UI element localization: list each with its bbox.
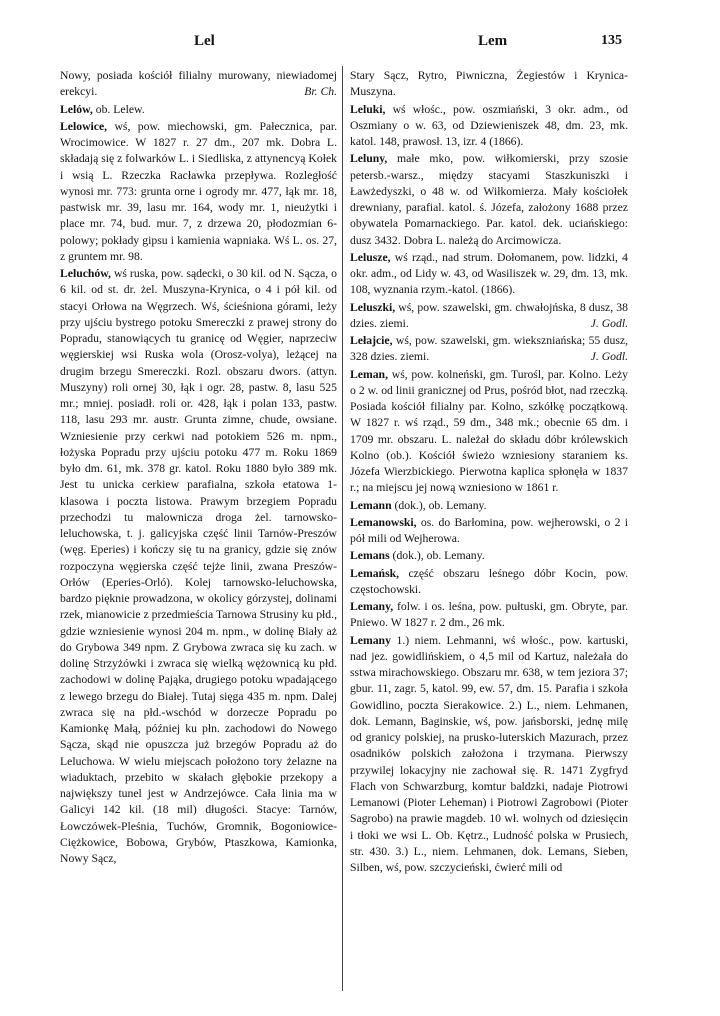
entry-text: wś, pow. kolneński, gm. Turośl, par. Kolno. Leży o 2 w. od linii granicznej od Prus, pośród błot, nad rzeczką. Posiada kościół filialny par. Kolno, szkółkę początkową. W 1827 r. wś rząd., 59 dm., 348 mk.; obecnie 65 dm. i 1709 mr. obszaru. L. należał do składu dóbr królewskich Kolno (ob.). Kościół świeżo wzniesiony staraniem ks. Józefa Wierzbickiego. Pierwotna kaplica spłonęła w 1837 r.; na miejscu jej nową wzniesiono w 1861 r. [350, 367, 628, 495]
entry-text: małe mko, pow. wiłkomierski, przy szosie petersb.-warsz., między stacyami Staszkuniszki i Ławżedyszki, o 48 w. od Wiłkomierza. Mały kościołek drewniany, parafial. katol. ś. Józefa, założony 1688 przez obywatela Pomarnackiego. Par. katol. dek. uciańskiego: dusz 3432. Dobra L. należą do Arcimowicza. [350, 152, 628, 247]
running-head-center: Lem [478, 33, 508, 49]
entry-headword: Lemans [350, 549, 390, 563]
entry-headword: Lemańsk, [350, 566, 400, 580]
entry-text: os. do Barłomina, pow. wejherowski, o 2 i pół mili od Wejherowa. [350, 515, 628, 545]
dictionary-entry [350, 333, 628, 366]
dictionary-entry [60, 119, 337, 265]
entry-text: ob. Lelew. [95, 102, 145, 116]
dictionary-entry [350, 250, 628, 299]
right-column [350, 68, 628, 876]
entry-text: wś włośc., pow. oszmiański, 3 okr. adm., od Oszmiany o w. 63, od Dziewieniszek 48, dm. 23, mk. katol. 148, prawosł. 13, izr. 4 (1866). [350, 102, 628, 148]
entry-headword: Leluki, [350, 102, 386, 116]
running-head-left: Lel [194, 33, 215, 49]
dictionary-entry [350, 498, 628, 514]
entry-headword: Lelusze, [350, 250, 391, 264]
entry-text: folw. i os. leśna, pow. pułtuski, gm. Obryte, par. Pniewo. W 1827 r. 2 dm., 26 mk. [350, 600, 628, 630]
page-number: 135 [601, 33, 622, 48]
entry-headword: Leluchów, [60, 267, 111, 280]
dictionary-entry [350, 102, 628, 151]
dictionary-entry [350, 300, 628, 333]
column-divider [342, 66, 343, 991]
entry-text: wś, pow. szawelski, gm. wiekszniańska; 55 dusz, 328 dzies. ziemi. [350, 334, 628, 364]
entry-signature: J. Godl. [590, 316, 628, 330]
entry-headword: Leman, [350, 367, 388, 381]
entry-text: (dok.), ob. Lemany. [394, 498, 487, 512]
dictionary-entry [350, 599, 628, 632]
dictionary-entry [60, 102, 337, 118]
entry-text: część obszaru leśnego dóbr Kocin, pow. częstochowski. [350, 566, 629, 596]
entry-headword: Leluny, [350, 152, 388, 166]
entry-headword: Lemany, [350, 600, 394, 613]
dictionary-entry [350, 515, 628, 548]
entry-headword: Lełajcie, [350, 334, 393, 347]
dictionary-entry [350, 633, 628, 877]
dictionary-entry [350, 566, 628, 599]
dictionary-entry [350, 151, 628, 249]
entry-signature: J. Godl. [590, 350, 628, 364]
entry-headword: Lemanowski, [350, 515, 417, 529]
entry-text: wś, pow. miechowski, gm. Pałecznica, par. Wrocimowice. W 1827 r. 27 dm., 207 mk. Dobra L. składają się z folwarków L. i Siedliska, z attynencyą Kołek i wsią L. Rzeczka Racławka przepływa. Rozległość wynosi mr. 773: grunta orne i ogrody mr. 477, łąk mr. 18, pastwisk mr. 39, lasu mr. 164, wody mr. 1, nieużytki i place mr. 74, bud. mur. 7, z drzewa 20, płodozmian 6-polowy; pokłady gipsu i kamienia wapniaka. Wś L. os. 27, z gruntem mr. 98. [60, 119, 338, 263]
entry-text: wś rząd., nad strum. Dołomanem, pow. lidzki, 4 okr. adm., od Lidy w. 43, od Wasiliszek w. 29, dm. 13, mk. 108, wyznania rzym.-katol. (1866). [350, 250, 629, 297]
entry-text: Stary Sącz, Rytro, Piwniczna, Żegiestów i Krynica-Muszyna. [350, 69, 628, 99]
entry-headword: Lelów, [60, 102, 93, 116]
dictionary-entry [350, 68, 628, 101]
dictionary-entry [350, 548, 628, 564]
entry-text: wś ruska, pow. sądecki, o 30 kil. od N. Sącza, o 6 kil. od st. dr. żel. Muszyna-Krynica, o 4 i pół kil. od stacyi Orłowa na Węgrzech. Wś, ścieśniona górami, leży przy ujściu bystrego potoku Smereczki z prawej strony do Popradu, stanowiących tu granicę od Węgier, naprzeciw węgierskiej wsi Ruska wola (Orosz-volya), leżącej na drugim brzegu Smereczki. Rozl. obszaru dwors. (attyn. Muszyny) roli ornej 30, łąk i ogr. 28, pastw. 8, lasu 525 mr.; mniej. posiadł. roli or. 428, łąk i polan 133, pastw. 118, lasu 293 mr. austr. Grunta zimne, chude, owsiane. Wzniesienie przy cerkwi nad potokiem 526 m. npm., łożyska Popradu przy ujściu potoku 477 m. Roku 1869 było dm. 61, mk. 378 gr. katol. Roku 1880 było 389 mk. Jest tu unicka cerkiew parafialna, szkoła etatowa 1-klasowa i poczta listowa. Prawym brzegiem Popradu przechodzi tu malownicza droga żel. tarnowsko-leluchowska, t. j. galicyjska część linii Tarnów-Preszów (węg. Eperies) i kończy się tu na granicy, gdzie się znów rozpoczyna węgierska część tejże linii, zwana Preszów-Orłów (Eperies-Orló). Kolej tarnowsko-leluchowska, bardzo pięknie prowadzona, w okolicy górzystej, dolinami rzek, mianowicie z przedmieścia Tarnowa Strusiny ku płd., gdzie wzniesienie wynosi 204 m. npm., w dolinę Biały aż do Grybowa 349 npm. Z Grybowa zwraca się ku zach. w dolinę Strzyżówki i zwraca się wielką wężownicą ku płd. zachodowi w dolinę Pająka, drugiego potoku wpadającego z lewego brzegu do Białej. Tutaj sięga 435 m. npm. Dalej zwraca się na płd.-wschód w dorzecze Popradu po Kamionkę Małą, później ku płn. zachodowi do Nowego Sącza, skąd nie opuszcza już brzegów Popradu aż do Leluchowa. W wielu miejscach położono tory żelazne na wiaduktach, przebito w skałach głębokie przekopy a największy tunel jest w Andrzejówce. Cała linia ma w Galicyi 142 kil. (18 mil) długości. Stacye: Tarnów, Łowczówek-Pleśnia, Tuchów, Gromnik, Bogoniowice-Ciężkowice, Bobowa, Grybów, Ptaszkowa, Kamionka, Nowy Sącz, [60, 267, 338, 865]
entry-text: wś, pow. szawelski, gm. chwałojńska, 8 dusz, 38 dzies. ziemi. [350, 300, 628, 330]
dictionary-entry [60, 68, 337, 101]
entry-headword: Leluszki, [350, 300, 396, 314]
entry-text: Nowy, posiada kościół filialny murowany, niewiadomej erekcyi. [60, 69, 337, 99]
entry-headword: Lemany [350, 633, 391, 647]
left-column [60, 68, 337, 867]
entry-text: (dok.), ob. Lemany. [392, 549, 485, 563]
entry-text: 1.) niem. Lehmanni, wś włośc., pow. kartuski, nad jez. gowidlińskiem, o 4,5 mil od Kartuz, należała do sstwa mirachowskiego. Obszaru mr. 638, w tem jeziora 37; gbur. 11, zagr. 5, katol. 99, ew. 57, dm. 15. Parafia i szkoła Gowidlino, poczta Sierakowice. 2.) L., niem. Lehmanen, dok. Lemann, Baginskie, wś, pow. jańsborski, jednę milę od granicy polskiej, na prusko-luterskich Mazurach, przez osadników polskich założona i trzymana. Pierwszy przywilej lokacyjny nie zachował się. R. 1471 Zygfryd Flach von Schwarzburg, komtur baldzki, nadaje Piotrowi Lemanowi (Pioter Leheman) i Piotrowi Zagrobowi (Pioter Sagrobo) na prawie magdeb. 10 wł. wolnych od dziesięcin i tłoki we wsi L. Ob. Kętrz., Ludność polska w Prusiech, str. 430. 3.) L., niem. Lehmanen, dok. Lemans, Sieben, Silben, wś, pow. szczycieński, ćwierć mili od [350, 633, 629, 874]
dictionary-entry [60, 266, 337, 867]
dictionary-entry [350, 367, 628, 497]
entry-headword: Lelowice, [60, 119, 108, 133]
entry-headword: Lemann [350, 498, 392, 512]
entry-signature: Br. Ch. [304, 85, 337, 99]
